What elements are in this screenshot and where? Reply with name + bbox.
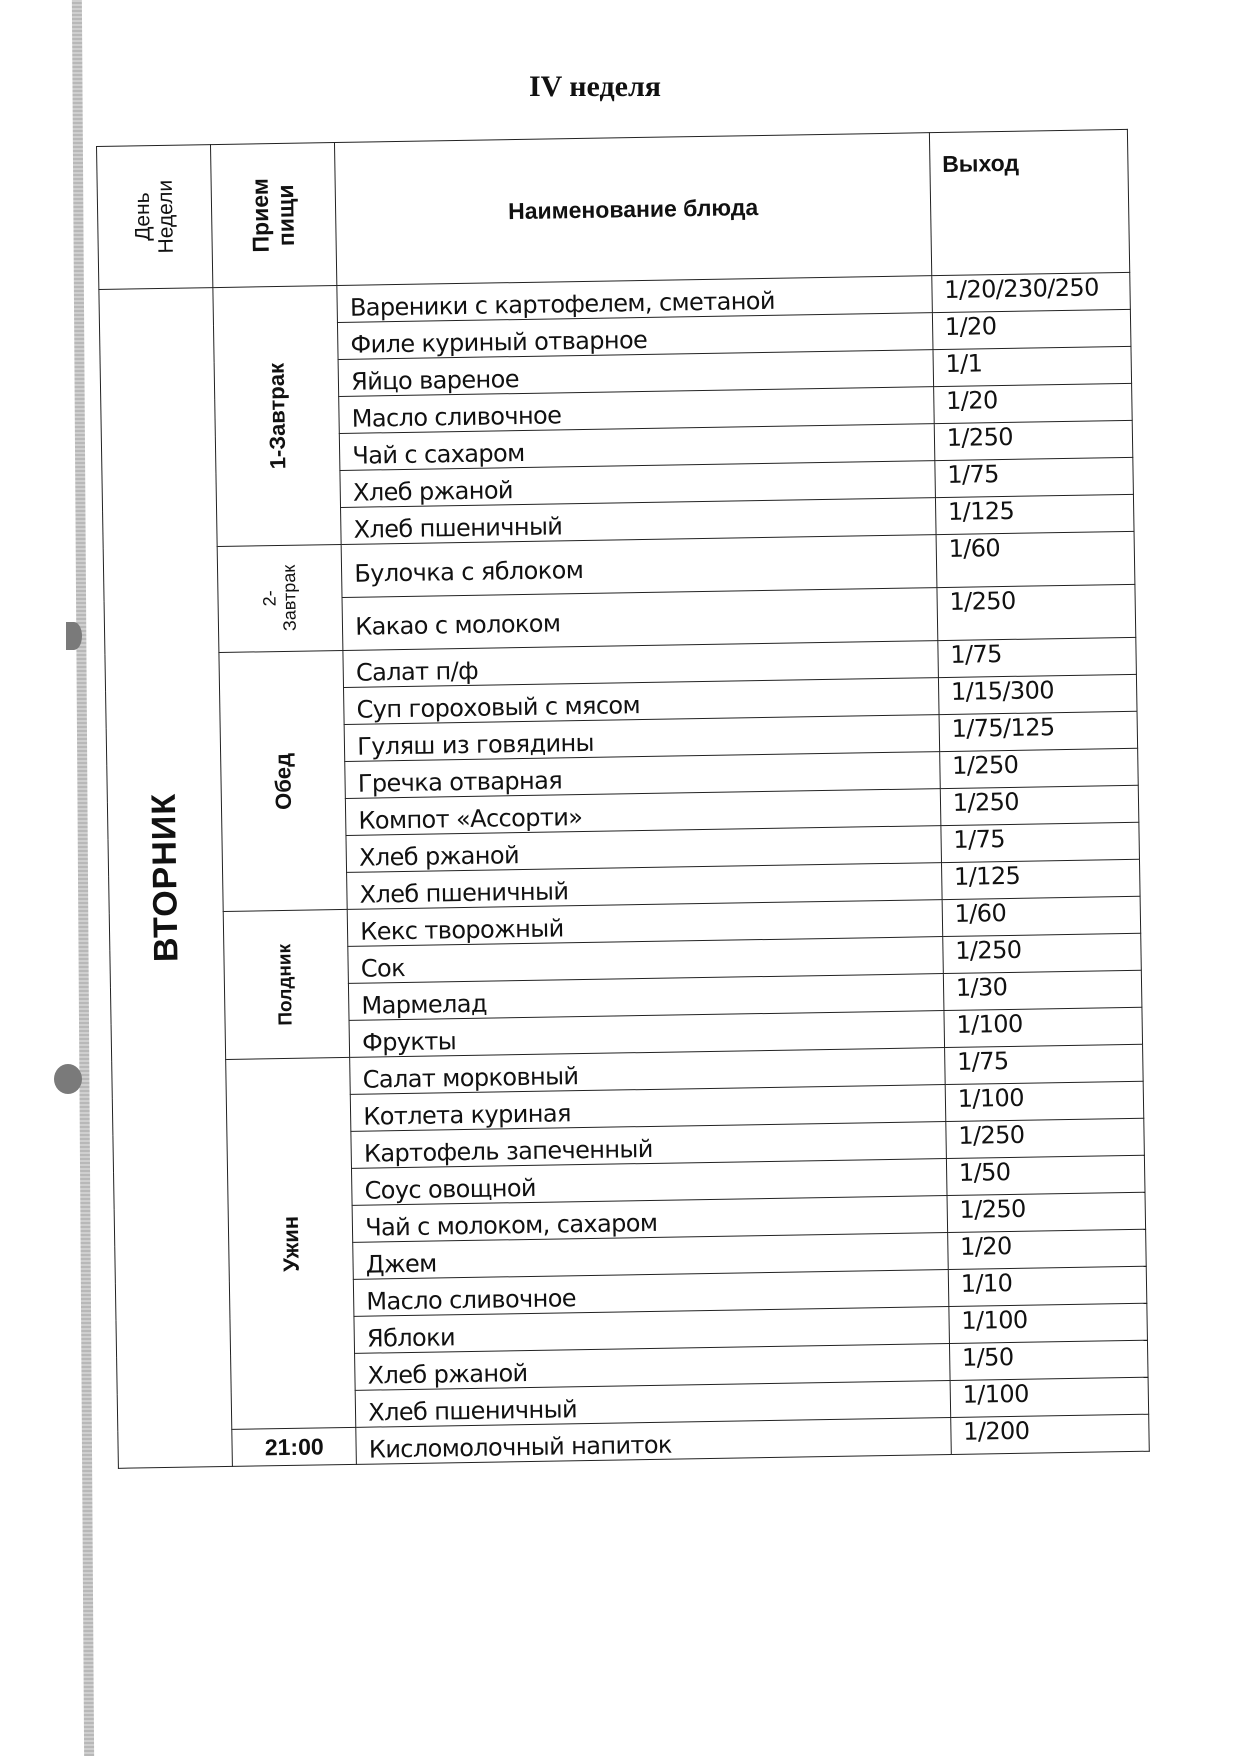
menu-table (96, 129, 1150, 1469)
dish-name: Мармелад (349, 974, 944, 1021)
dish-output: 1/100 (950, 1377, 1149, 1417)
dish-output: 1/75/125 (939, 711, 1138, 751)
meal-label: Полдник (274, 943, 297, 1026)
dish-output: 1/250 (939, 748, 1138, 788)
dish-name: Соус овощной (352, 1159, 947, 1206)
dish-name: Хлеб пшеничный (347, 863, 942, 910)
dish-name: Вареники с картофелем, сметаной (337, 276, 932, 323)
page-title: IV неделя (528, 70, 662, 103)
meal-label: Ужин (277, 1215, 304, 1272)
day-label: ВТОРНИК (144, 793, 186, 963)
dish-name: Гуляш из говядины (344, 715, 939, 762)
dish-output: 1/100 (949, 1303, 1148, 1343)
dish-name: Кекс творожный (347, 900, 942, 947)
dish-output: 1/60 (936, 531, 1135, 587)
dish-output: 1/50 (949, 1340, 1148, 1380)
dish-name: Хлеб ржаной (340, 461, 935, 508)
meal-label: 1-Завтрак (263, 362, 290, 470)
dish-output: 1/75 (944, 1044, 1143, 1084)
dish-name: Булочка с яблоком (341, 535, 936, 598)
meal-cell (223, 909, 350, 1059)
dish-name: Гречка отварная (345, 752, 940, 799)
dish-name: Салат п/ф (343, 641, 938, 688)
dish-output: 1/100 (945, 1081, 1144, 1121)
dish-output: 1/20 (933, 383, 1132, 423)
dish-name: Хлеб ржаной (346, 826, 941, 873)
header-meal-cell (211, 143, 337, 288)
menu-sheet (96, 129, 1150, 1469)
header-row (97, 129, 1130, 289)
dish-output: 1/50 (946, 1155, 1145, 1195)
dish-output: 1/250 (947, 1192, 1146, 1232)
dish-output: 1/250 (943, 933, 1142, 973)
dish-output: 1/125 (935, 494, 1134, 534)
header-output: Выход (929, 129, 1130, 275)
dish-name: Хлеб пшеничный (355, 1381, 950, 1428)
dish-output: 1/20 (947, 1229, 1146, 1269)
dish-name: Джем (353, 1233, 948, 1280)
dish-output: 1/250 (934, 420, 1133, 460)
scan-edge (72, 0, 94, 1756)
dish-name: Кисломолочный напиток (356, 1418, 951, 1465)
dish-output: 1/250 (937, 584, 1136, 640)
header-meal: Прием пищи (246, 177, 300, 253)
dish-name: Хлеб пшеничный (341, 498, 936, 545)
dish-output: 1/125 (941, 859, 1140, 899)
punch-hole (54, 1064, 82, 1094)
dish-name: Картофель запеченный (351, 1122, 946, 1169)
punch-hole (66, 622, 82, 650)
dish-output: 1/250 (940, 785, 1139, 825)
dish-output: 1/1 (933, 346, 1132, 386)
meal-label: Обед (269, 752, 296, 810)
dish-name: Сок (348, 937, 943, 984)
dish-name: Суп гороховый с мясом (344, 678, 939, 725)
dish-name: Масло сливочное (339, 387, 934, 434)
header-dish: Наименование блюда (335, 133, 932, 286)
dish-output: 1/15/300 (938, 674, 1137, 714)
dish-name: Котлета куриная (350, 1085, 945, 1132)
late-snack-time: 21:00 (232, 1427, 357, 1466)
dish-name: Чай с молоком, сахаром (352, 1196, 947, 1243)
dish-name: Масло сливочное (354, 1270, 949, 1317)
dish-name: Салат морковный (350, 1048, 945, 1095)
dish-output: 1/60 (942, 896, 1141, 936)
dish-output: 1/30 (943, 970, 1142, 1010)
dish-output: 1/75 (935, 457, 1134, 497)
dish-output: 1/250 (946, 1118, 1145, 1158)
dish-name: Яблоки (354, 1307, 949, 1354)
meal-cell (219, 650, 347, 911)
dish-output: 1/200 (950, 1414, 1149, 1454)
dish-output: 1/10 (948, 1266, 1147, 1306)
dish-name: Компот «Ассорти» (346, 789, 941, 836)
meal-cell (217, 544, 343, 652)
dish-name: Фрукты (349, 1011, 944, 1058)
meal-cell (226, 1057, 356, 1429)
dish-name: Яйцо вареное (338, 350, 933, 397)
meal-label: 2- Завтрак (259, 565, 300, 632)
header-day-cell (97, 145, 213, 290)
meal-cell (213, 286, 341, 547)
dish-output: 1/100 (944, 1007, 1143, 1047)
dish-output: 1/20/230/250 (932, 272, 1131, 312)
header-day: День Недели (131, 179, 179, 254)
dish-name: Филе куриный отварное (338, 313, 933, 360)
dish-output: 1/75 (941, 822, 1140, 862)
dish-output: 1/20 (932, 309, 1131, 349)
dish-name: Хлеб ржаной (355, 1344, 950, 1391)
day-cell (99, 288, 233, 1469)
dish-output: 1/75 (938, 637, 1137, 677)
dish-name: Какао с молоком (342, 588, 937, 651)
dish-name: Чай с сахаром (340, 424, 935, 471)
